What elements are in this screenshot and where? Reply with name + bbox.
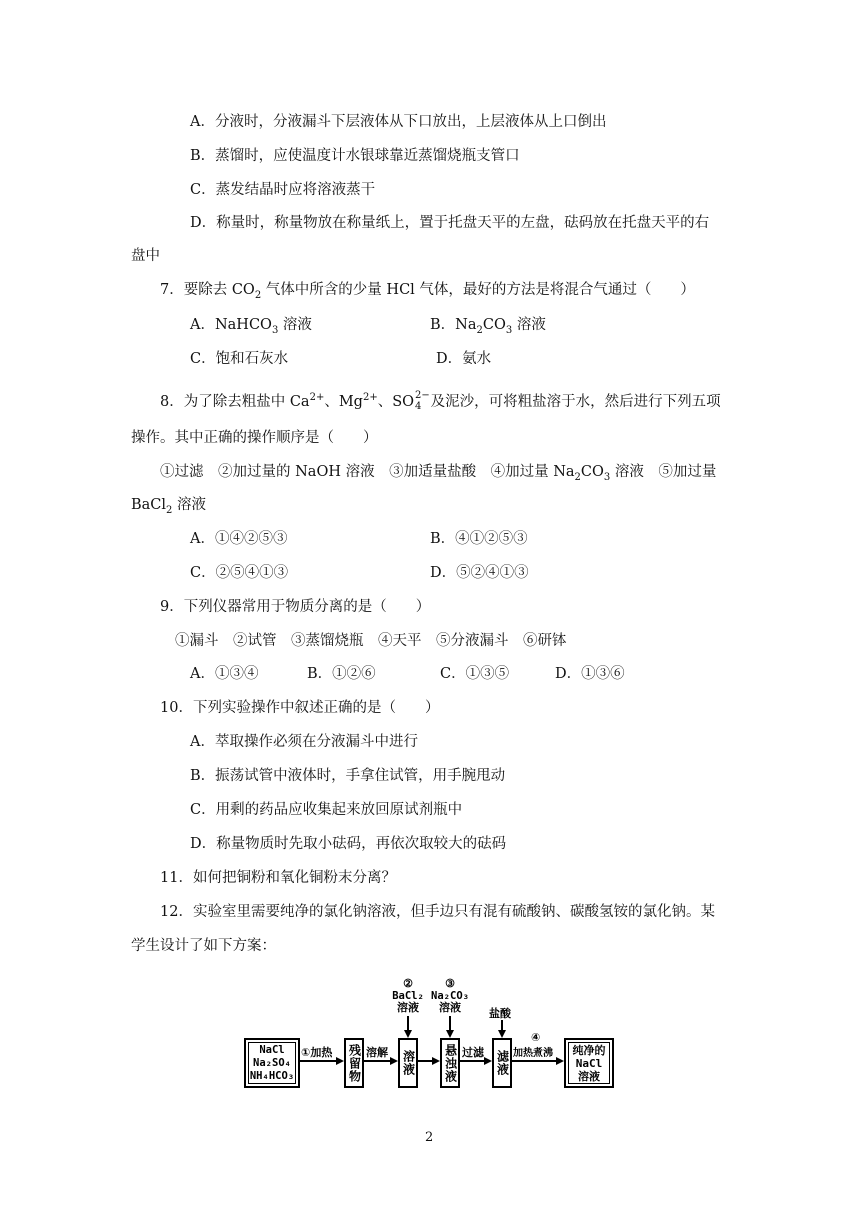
flow-arrow-acid bbox=[501, 1020, 503, 1036]
flow-arrow-1 bbox=[300, 1060, 342, 1062]
flow-start-nacl: NaCl bbox=[259, 1043, 285, 1056]
q9-stem: 9．下列仪器常用于物质分离的是（ ） bbox=[160, 599, 431, 615]
q8-ops-sub2: 3 bbox=[603, 471, 611, 483]
q10-option-a: A．萃取操作必须在分液漏斗中进行 bbox=[190, 734, 418, 750]
q6-option-d: D．称量时，称量物放在称量纸上，置于托盘天平的左盘，砝码放在托盘天平的右 bbox=[190, 215, 710, 231]
flow-step2-num: ② bbox=[403, 977, 413, 990]
q6-option-a: A．分液时，分液漏斗下层液体从下口放出，上层液体从上口倒出 bbox=[190, 114, 607, 130]
flow-arrow-3 bbox=[418, 1060, 438, 1062]
flow-start-na2so4: Na₂SO₄ bbox=[253, 1056, 291, 1069]
flow-step3-tail: 溶液 bbox=[439, 1001, 461, 1014]
q6-option-d-cont: 盘中 bbox=[131, 248, 160, 264]
flow-start-nh4hco3: NH₄HCO₃ bbox=[249, 1069, 295, 1082]
q8-operations-cont bbox=[131, 495, 206, 521]
q10-option-c: C．用剩的药品应收集起来放回原试剂瓶中 bbox=[190, 802, 463, 818]
flow-arrow-5 bbox=[512, 1060, 562, 1062]
q7a-sub: 3 bbox=[271, 324, 279, 336]
q8-ops-sub1: 2 bbox=[574, 471, 581, 483]
q12-stem: 12．实验室里需要纯净的氯化钠溶液，但手边只有混有硫酸钠、碳酸氢铵的氯化钠。某 bbox=[160, 904, 715, 920]
q6-option-c: C．蒸发结晶时应将溶液蒸干 bbox=[190, 182, 376, 198]
q9-option-d: D．①③⑥ bbox=[555, 666, 625, 682]
q8-charge: 2− bbox=[415, 390, 430, 401]
flow-arrow-step3 bbox=[449, 1016, 451, 1036]
q8-option-a: A．①④②⑤③ bbox=[190, 531, 288, 547]
q9-option-a: A．①③④ bbox=[190, 666, 259, 682]
q9-option-c: C．①③⑤ bbox=[440, 666, 510, 682]
q7-option-d: D．氨水 bbox=[436, 351, 492, 367]
q8-ops2-sub: 2 bbox=[166, 504, 173, 516]
q8-text-a: 8．为了除去粗盐中 Ca bbox=[160, 393, 310, 410]
q11-stem: 11．如何把铜粉和氧化铜粉末分离？ bbox=[160, 870, 396, 886]
flow-step3-reagent: Na₂CO₃ bbox=[431, 990, 469, 1002]
q8-ops-b: 溶液 ⑤加过量 bbox=[610, 464, 717, 480]
flow-end-box bbox=[564, 1038, 614, 1088]
flow-arrow-2 bbox=[364, 1060, 396, 1062]
flow-filtrate-box bbox=[492, 1038, 512, 1088]
q7-stem bbox=[160, 280, 695, 306]
q8-ops2-a: BaCl bbox=[131, 497, 167, 513]
q7b-text: B．Na bbox=[430, 317, 477, 333]
q8-stem-cont: 操作。其中正确的操作顺序是（ ） bbox=[131, 430, 378, 446]
q9-option-b: B．①②⑥ bbox=[307, 666, 376, 682]
flow-step2-tail: 溶液 bbox=[397, 1001, 419, 1014]
q8-text-c: 、SO bbox=[377, 393, 415, 410]
flow-solution-label: 溶液 bbox=[401, 1050, 416, 1076]
flow-end-line3: 溶液 bbox=[578, 1069, 600, 1083]
q8-sup2: 2+ bbox=[362, 392, 378, 403]
q10-option-b: B．振荡试管中液体时，手拿住试管，用手腕甩动 bbox=[190, 768, 506, 784]
q8-ops-a: ①过滤 ②加过量的 NaOH 溶液 ③加适量盐酸 ④加过量 Na bbox=[160, 464, 575, 480]
q12-stem-cont: 学生设计了如下方案： bbox=[131, 938, 276, 954]
flow-start-box bbox=[244, 1038, 300, 1088]
q7-text-a: 7．要除去 CO bbox=[160, 282, 255, 298]
q7-sub: 2 bbox=[254, 289, 262, 301]
flow-arrow-4 bbox=[460, 1060, 490, 1062]
flow-suspension-label: 悬浊液 bbox=[443, 1043, 458, 1083]
q8-sup1: 2+ bbox=[309, 392, 325, 403]
q7a-text: A．NaHCO bbox=[190, 317, 272, 333]
q7b-sub2: 3 bbox=[505, 324, 513, 336]
flow-end-line1: 纯净的 bbox=[572, 1043, 606, 1057]
flow-step1-label: ①加热 bbox=[301, 1046, 333, 1059]
flow-step3-num: ③ bbox=[445, 977, 455, 990]
q10-option-d: D．称量物质时先取小砝码，再依次取较大的砝码 bbox=[190, 836, 507, 852]
q7b-tail: 溶液 bbox=[512, 317, 546, 333]
flow-step2-label bbox=[390, 978, 426, 1014]
flow-end-line2: NaCl bbox=[575, 1056, 603, 1070]
flow-step4-num: ④ bbox=[531, 1031, 541, 1044]
q8-sulfate-index bbox=[414, 388, 430, 412]
q9-items: ①漏斗 ②试管 ③蒸馏烧瓶 ④天平 ⑤分液漏斗 ⑥研钵 bbox=[175, 633, 567, 649]
q7-option-b bbox=[430, 315, 546, 341]
flow-arrow-step2 bbox=[407, 1016, 409, 1036]
q8-option-d: D．⑤②④①③ bbox=[430, 565, 529, 581]
flow-suspension-box bbox=[440, 1038, 460, 1088]
q10-stem: 10．下列实验操作中叙述正确的是（ ） bbox=[160, 700, 440, 716]
q8-option-c: C．②⑤④①③ bbox=[190, 565, 289, 581]
q8-stem bbox=[160, 388, 721, 412]
flow-solution-box bbox=[398, 1038, 418, 1088]
flow-step2-reagent: BaCl₂ bbox=[392, 990, 424, 1002]
q8-text-b: 、Mg bbox=[324, 393, 363, 410]
q8-ops2-b: 溶液 bbox=[172, 497, 207, 513]
q8-sub4: 4 bbox=[415, 401, 422, 412]
q7-option-a bbox=[190, 315, 312, 341]
q7b-sub1: 2 bbox=[476, 324, 483, 336]
flow-residue-box bbox=[344, 1038, 364, 1088]
flow-step3-label bbox=[428, 978, 472, 1014]
q7-option-c: C．饱和石灰水 bbox=[190, 351, 289, 367]
q7a-tail: 溶液 bbox=[278, 317, 312, 333]
flow-acid-label: 盐酸 bbox=[489, 1007, 511, 1020]
q8-option-b: B．④①②⑤③ bbox=[430, 531, 528, 547]
q7-text-b: 气体中所含的少量 HCl 气体，最好的方法是将混合气通过（ ） bbox=[261, 282, 695, 298]
page-number: 2 bbox=[425, 1130, 434, 1145]
flow-filtrate-label: 滤液 bbox=[495, 1050, 510, 1076]
flow-dissolve-label: 溶解 bbox=[366, 1046, 388, 1059]
q8-ops-mid: CO bbox=[580, 464, 604, 480]
q6-option-b: B．蒸馏时，应使温度计水银球靠近蒸馏烧瓶支管口 bbox=[190, 148, 520, 164]
q8-text-d: 及泥沙，可将粗盐溶于水，然后进行下列五项 bbox=[426, 393, 721, 410]
flow-residue-label: 残留物 bbox=[347, 1043, 362, 1083]
flow-filter-label: 过滤 bbox=[462, 1046, 484, 1059]
q7b-mid: CO bbox=[482, 317, 506, 333]
flow-step4-label: 加热煮沸 bbox=[513, 1048, 553, 1059]
q8-operations bbox=[160, 462, 716, 488]
